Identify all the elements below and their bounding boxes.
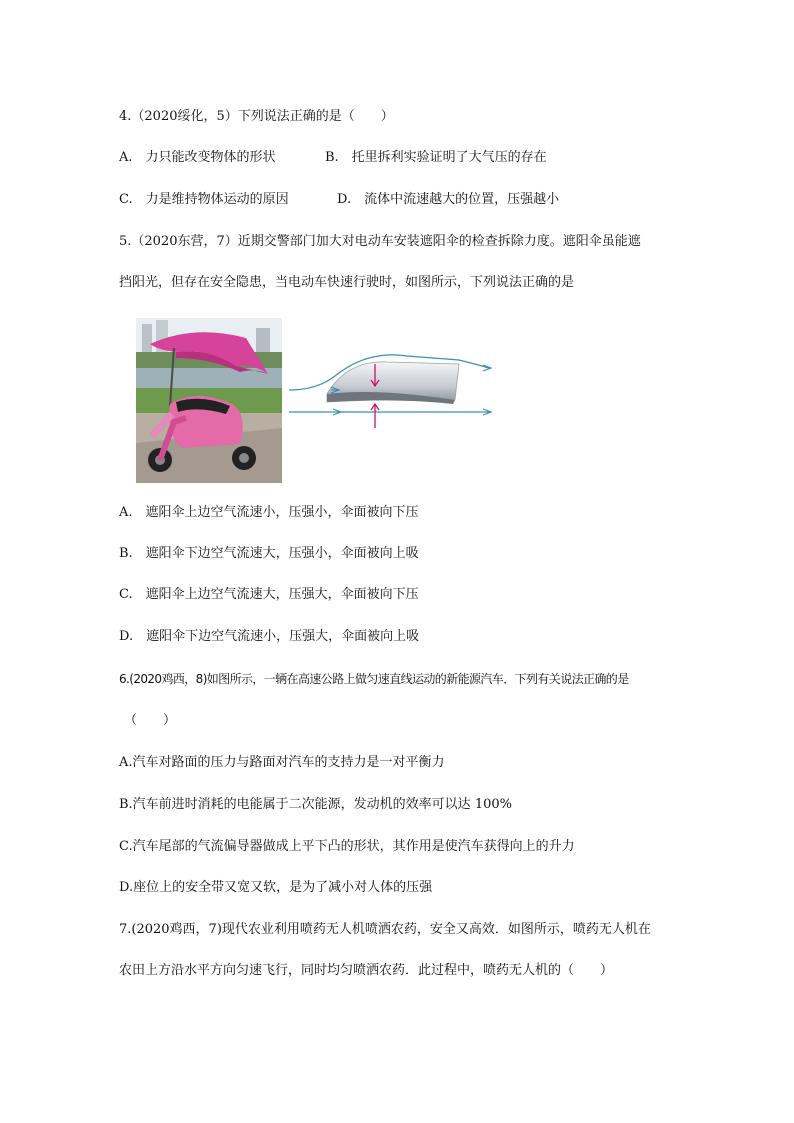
- q4-stem: 4.（2020绥化，5）下列说法正确的是（ ）: [119, 109, 394, 124]
- q5-option-a: A. 遮阳伞上边空气流速小，压强小，伞面被向下压: [119, 505, 419, 520]
- q6-option-c: C.汽车尾部的气流偏导器做成上平下凸的形状，其作用是使汽车获得向上的升力: [119, 839, 575, 854]
- airflow-diagram: [287, 342, 497, 434]
- q6-stem-line2: （ ）: [124, 713, 177, 728]
- q5-option-c: C. 遮阳伞上边空气流速大，压强大，伞面被向下压: [119, 587, 419, 602]
- q5-stem-line2: 挡阳光，但存在安全隐患，当电动车快速行驶时，如图所示，下列说法正确的是: [119, 275, 575, 290]
- q5-option-b: B. 遮阳伞下边空气流速大，压强小，伞面被向上吸: [119, 546, 419, 561]
- q7-stem-line1: 7.(2020鸡西，7)现代农业利用喷药无人机喷洒农药，安全又高效．如图所示，喷药无人机在: [119, 922, 651, 937]
- q4-option-d: D. 流体中流速越大的位置，压强越小: [337, 192, 560, 207]
- q6-option-b: B.汽车前进时消耗的电能属于二次能源，发动机的效率可以达 100%: [119, 797, 512, 812]
- q5-option-d: D. 遮阳伞下边空气流速小，压强大，伞面被向上吸: [119, 629, 420, 644]
- q7-stem-line2: 农田上方沿水平方向匀速飞行，同时均匀喷洒农药．此过程中，喷药无人机的（ ）: [119, 963, 614, 978]
- q4-option-c: C. 力是维持物体运动的原因: [119, 192, 289, 207]
- q6-option-a: A.汽车对路面的压力与路面对汽车的支持力是一对平衡力: [119, 755, 445, 770]
- q6-stem-line1: 6.(2020鸡西，8)如图所示，一辆在高速公路上做匀速直线运动的新能源汽车．下列有关说法正确的是: [119, 672, 629, 686]
- q6-option-d: D.座位上的安全带又宽又软，是为了减小对人体的压强: [119, 880, 433, 895]
- scooter-umbrella-photo: [136, 318, 282, 483]
- q5-stem-line1: 5.（2020东营，7）近期交警部门加大对电动车安装遮阳伞的检查拆除力度。遮阳伞虽能遮: [119, 234, 641, 249]
- q4-options-row1: [119, 150, 547, 166]
- q4-option-a: A. 力只能改变物体的形状: [119, 150, 276, 165]
- q4-options-row2: [119, 192, 559, 208]
- q4-option-b: B. 托里拆利实验证明了大气压的存在: [325, 150, 547, 165]
